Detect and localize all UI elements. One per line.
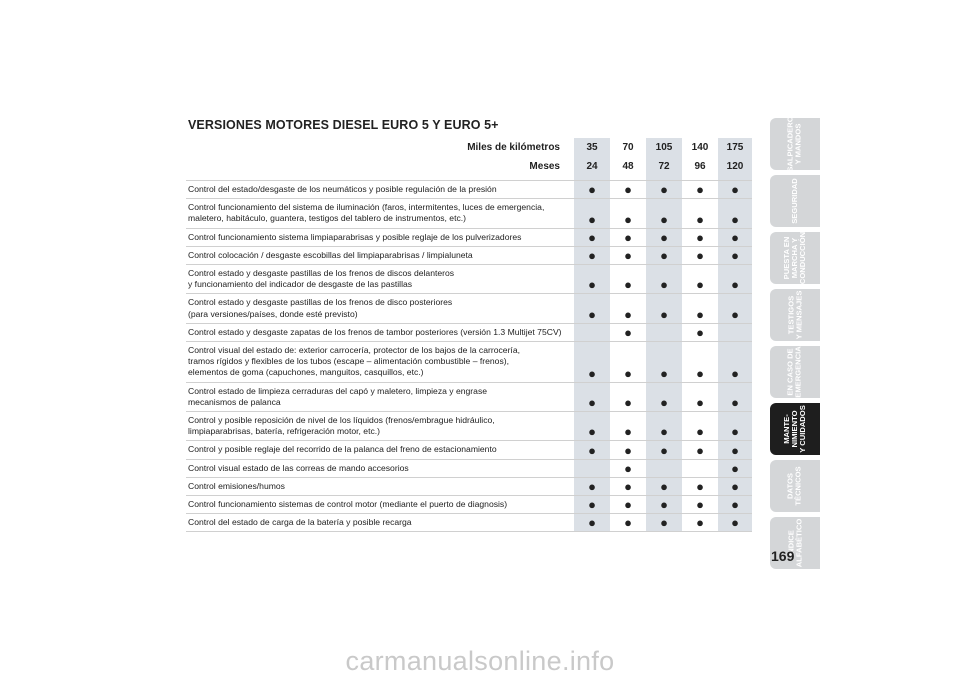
service-mark: ● bbox=[574, 181, 610, 199]
watermark: carmanualsonline.info bbox=[345, 646, 615, 676]
table-row bbox=[186, 412, 752, 441]
service-mark bbox=[574, 323, 610, 341]
section-tab-label: TESTIGOS Y MENSAJES bbox=[785, 290, 803, 340]
service-mark: ● bbox=[718, 294, 752, 323]
maintenance-table bbox=[186, 138, 752, 532]
service-mark: ● bbox=[574, 199, 610, 228]
section-tab[interactable] bbox=[770, 118, 820, 170]
service-mark bbox=[646, 323, 682, 341]
service-mark: ● bbox=[682, 382, 718, 411]
row-description: Control colocación / desgaste escobillas del limpiaparabrisas / limpialuneta bbox=[186, 246, 574, 264]
service-mark: ● bbox=[682, 265, 718, 294]
service-mark: ● bbox=[610, 459, 646, 477]
service-mark: ● bbox=[646, 342, 682, 383]
service-mark: ● bbox=[574, 382, 610, 411]
service-mark: ● bbox=[610, 181, 646, 199]
section-tab-label: SALPICADERO Y MANDOS bbox=[786, 116, 803, 172]
service-mark: ● bbox=[718, 459, 752, 477]
row-description: Control funcionamiento sistemas de control motor (mediante el puerto de diagnosis) bbox=[186, 496, 574, 514]
service-mark: ● bbox=[718, 477, 752, 495]
service-mark: ● bbox=[574, 412, 610, 441]
service-mark: ● bbox=[718, 412, 752, 441]
section-tabs bbox=[770, 118, 820, 574]
service-mark: ● bbox=[646, 441, 682, 459]
service-mark: ● bbox=[718, 246, 752, 264]
service-mark: ● bbox=[682, 199, 718, 228]
header-label: Miles de kilómetros bbox=[467, 141, 560, 153]
service-mark: ● bbox=[682, 514, 718, 532]
service-mark: ● bbox=[574, 441, 610, 459]
service-mark: ● bbox=[682, 246, 718, 264]
row-description: Control estado y desgaste pastillas de los frenos de discos delanteros y funcionamiento del indicador de desgaste de las pastillas bbox=[186, 265, 574, 294]
table-row bbox=[186, 514, 752, 532]
service-mark: ● bbox=[682, 294, 718, 323]
service-mark: ● bbox=[718, 496, 752, 514]
service-mark: ● bbox=[646, 412, 682, 441]
service-mark: ● bbox=[610, 412, 646, 441]
section-tab-label: MANTE- NIMIENTO Y CUIDADOS bbox=[781, 405, 807, 453]
header-value: 175 bbox=[718, 138, 752, 157]
service-mark: ● bbox=[574, 228, 610, 246]
header-label: Meses bbox=[529, 160, 560, 172]
service-mark: ● bbox=[574, 496, 610, 514]
service-mark: ● bbox=[682, 181, 718, 199]
service-mark: ● bbox=[610, 228, 646, 246]
service-mark: ● bbox=[646, 477, 682, 495]
row-description: Control estado y desgaste pastillas de los frenos de disco posteriores (para versiones/países, donde esté previsto) bbox=[186, 294, 574, 323]
service-mark: ● bbox=[646, 265, 682, 294]
service-mark bbox=[718, 323, 752, 341]
row-description: Control y posible reglaje del recorrido de la palanca del freno de estacionamiento bbox=[186, 441, 574, 459]
section-tab-label: SEGURIDAD bbox=[789, 178, 799, 224]
service-mark: ● bbox=[574, 294, 610, 323]
table-row bbox=[186, 382, 752, 411]
header-value: 105 bbox=[646, 138, 682, 157]
header-row bbox=[186, 138, 752, 157]
row-description: Control y posible reposición de nivel de los líquidos (frenos/embrague hidráulico, limpiaparabrisas, batería, refrigeración motor, etc.) bbox=[186, 412, 574, 441]
service-mark: ● bbox=[610, 382, 646, 411]
row-description: Control del estado/desgaste de los neumáticos y posible regulación de la presión bbox=[186, 181, 574, 199]
service-mark: ● bbox=[610, 342, 646, 383]
section-tab[interactable] bbox=[770, 460, 820, 512]
service-mark: ● bbox=[646, 294, 682, 323]
service-mark: ● bbox=[682, 228, 718, 246]
row-description: Control funcionamiento del sistema de iluminación (faros, intermitentes, luces de emergencia, maletero, habitáculo, guantera, testigos del tablero de instrumentos, etc.) bbox=[186, 199, 574, 228]
header-value: 120 bbox=[718, 157, 752, 176]
service-mark: ● bbox=[682, 496, 718, 514]
service-mark: ● bbox=[610, 477, 646, 495]
service-mark: ● bbox=[718, 382, 752, 411]
header-value: 140 bbox=[682, 138, 718, 157]
table-row bbox=[186, 265, 752, 294]
header-value: 35 bbox=[574, 138, 610, 157]
service-mark: ● bbox=[718, 265, 752, 294]
row-description: Control estado de limpieza cerraduras del capó y maletero, limpieza y engrase mecanismos de palanca bbox=[186, 382, 574, 411]
table-row bbox=[186, 459, 752, 477]
service-mark: ● bbox=[610, 496, 646, 514]
service-mark: ● bbox=[646, 246, 682, 264]
row-description: Control visual del estado de: exterior carrocería, protector de los bajos de la carrocería, tramos rígidos y flexibles de los tubos (escape – alimentación combustible – frenos), elementos de goma (capuchones, manguitos, casquillos, etc.) bbox=[186, 342, 574, 383]
service-mark: ● bbox=[646, 514, 682, 532]
row-description: Control del estado de carga de la batería y posible recarga bbox=[186, 514, 574, 532]
header-value: 70 bbox=[610, 138, 646, 157]
section-tab[interactable] bbox=[770, 289, 820, 341]
section-tab-label: EN CASO DE EMERGENCIA bbox=[786, 346, 804, 398]
table-row bbox=[186, 199, 752, 228]
service-mark: ● bbox=[646, 496, 682, 514]
section-tab[interactable] bbox=[770, 403, 820, 455]
row-description: Control estado y desgaste zapatas de los frenos de tambor posteriores (versión 1.3 Multijet 75CV) bbox=[186, 323, 574, 341]
service-mark: ● bbox=[718, 199, 752, 228]
section-tab[interactable] bbox=[770, 175, 820, 227]
service-mark: ● bbox=[682, 342, 718, 383]
row-description: Control visual estado de las correas de mando accesorios bbox=[186, 459, 574, 477]
service-mark: ● bbox=[574, 477, 610, 495]
table-row bbox=[186, 181, 752, 199]
header-row bbox=[186, 157, 752, 176]
service-mark bbox=[682, 459, 718, 477]
service-mark: ● bbox=[574, 246, 610, 264]
service-mark: ● bbox=[682, 323, 718, 341]
service-mark: ● bbox=[646, 382, 682, 411]
page-number: 169 bbox=[771, 548, 795, 564]
section-tab[interactable] bbox=[770, 232, 820, 284]
service-mark: ● bbox=[610, 294, 646, 323]
service-mark: ● bbox=[610, 199, 646, 228]
section-tab[interactable] bbox=[770, 346, 820, 398]
service-mark: ● bbox=[682, 441, 718, 459]
service-mark: ● bbox=[610, 246, 646, 264]
section-tab-label: PUESTA EN MARCHA Y CONDUCCIÓN bbox=[782, 231, 807, 285]
table-row bbox=[186, 342, 752, 383]
header-value: 72 bbox=[646, 157, 682, 176]
service-mark: ● bbox=[646, 199, 682, 228]
service-mark: ● bbox=[574, 514, 610, 532]
row-description: Control emisiones/humos bbox=[186, 477, 574, 495]
row-description: Control funcionamiento sistema limpiaparabrisas y posible reglaje de los pulverizadores bbox=[186, 228, 574, 246]
table-row bbox=[186, 323, 752, 341]
table-row bbox=[186, 441, 752, 459]
service-mark: ● bbox=[682, 412, 718, 441]
service-mark: ● bbox=[574, 342, 610, 383]
table-row bbox=[186, 496, 752, 514]
service-mark: ● bbox=[718, 228, 752, 246]
header-value: 96 bbox=[682, 157, 718, 176]
table-row bbox=[186, 228, 752, 246]
service-mark: ● bbox=[646, 228, 682, 246]
header-value: 48 bbox=[610, 157, 646, 176]
service-mark: ● bbox=[610, 441, 646, 459]
service-mark: ● bbox=[682, 477, 718, 495]
service-mark: ● bbox=[646, 181, 682, 199]
service-mark: ● bbox=[718, 441, 752, 459]
page-title: VERSIONES MOTORES DIESEL EURO 5 Y EURO 5+ bbox=[188, 118, 499, 132]
table-row bbox=[186, 294, 752, 323]
service-mark: ● bbox=[718, 514, 752, 532]
service-mark bbox=[646, 459, 682, 477]
service-mark: ● bbox=[718, 181, 752, 199]
service-mark: ● bbox=[610, 323, 646, 341]
header-value: 24 bbox=[574, 157, 610, 176]
service-mark: ● bbox=[610, 514, 646, 532]
service-mark bbox=[574, 459, 610, 477]
service-mark: ● bbox=[718, 342, 752, 383]
section-tab-label: ÍNDICE ALFABÉTICO bbox=[785, 518, 803, 568]
service-mark: ● bbox=[574, 265, 610, 294]
section-tab-label: DATOS TÉCNICOS bbox=[786, 466, 803, 506]
table-row bbox=[186, 477, 752, 495]
table-row bbox=[186, 246, 752, 264]
service-mark: ● bbox=[610, 265, 646, 294]
